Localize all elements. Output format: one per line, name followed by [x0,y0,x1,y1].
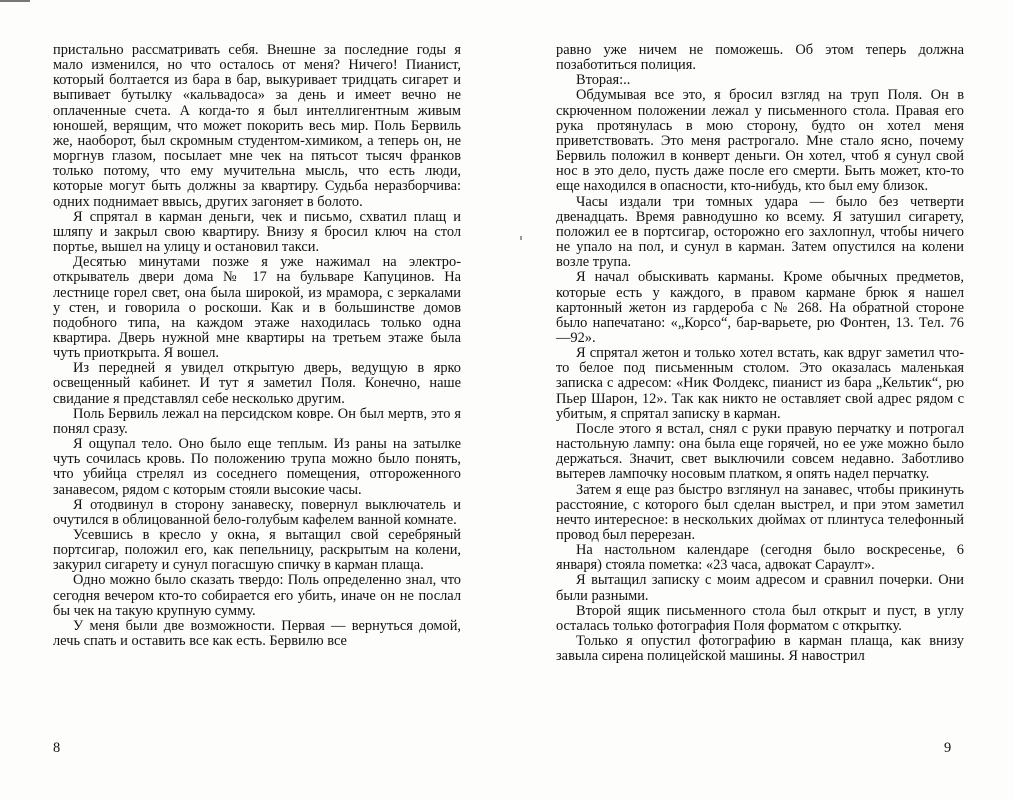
paragraph: Часы издали три томных удара — было без четверти двенадцать. Время равнодушно ко всему. Я затушил сигарету, положил ее в портсигар, осторожно его захлопнул, чтобы ничего не упало на пол, и сунул в карман. Затем опустился на колени возле трупа. [556,193,964,271]
paragraph: Десятью минутами позже я уже нажимал на электрооткрыватель двери дома № 17 на бульваре Капуцинов. На лестнице горел свет, она была широкой, из мрамора, с зеркалами у стен, и говорила о роскоши. Как и в большинстве домов подобного типа, на каждом этаже находилась только одна квартира. Дверь нужной мне квартиры на третьем этаже была чуть приоткрыта. Я вошел. [53,254,461,362]
paragraph: Обдумывая все это, я бросил взгляд на труп Поля. Он в скрюченном положении лежал у письменного стола. Правая его рука протянулась в мою сторону, будто он хотел меня приветствовать. Это меня растрогало. Мне стало ясно, почему Бервиль положил в конверт деньги. Он хотел, чтоб я сунул свой нос в это дело, пусть даже после его смерти. Быть может, кто-то еще находился в опасности, кто-нибудь, кто был ему близок. [556,87,964,195]
paragraph: Затем я еще раз быстро взглянул на занавес, чтобы прикинуть расстояние, с которого был сделан выстрел, и при этом заметил нечто интересное: в нескольких дюймах от плинтуса телефонный провод был перерезан. [556,481,964,543]
paragraph: Я отодвинул в сторону занавеску, повернул выключатель и очутился в облицованной бело-голубым кафелем ванной комнате. [53,496,461,528]
paragraph: пристально рассматривать себя. Внешне за последние годы я мало изменился, но что осталось от меня? Ничего! Пианист, который болтается из бара в бар, выкуривает тридцать сигарет и выпивает бутылку «кальвадоса» за день и имеет вечно не оплаченные счета. А когда-то я был интеллигентным живым юношей, верящим, что может покорить весь мир. Поль Бервиль же, наоборот, был скромным студентом-химиком, а теперь он, не моргнув глазом, посылает мне чек на пятьсот тысяч франков только потому, что ему мучительна мысль, что есть люди, которые могут быть должны за квартиру. Судьба неразборчива: одних поднимает ввысь, других загоняет в болото. [53,42,461,210]
paragraph: Вторая:.. [576,72,631,89]
page-number-left: 8 [53,740,61,756]
paragraph: Я начал обыскивать карманы. Кроме обычных предметов, которые есть у каждого, в правом кармане брюк я нашел картонный жетон из гардероба с № 268. На обратной стороне было напечатано: «„Корсо“, бар-варьете, рю Фонтен, 13. Тел. 76—92». [556,269,964,346]
left-page [53,43,461,649]
scan-corner-mark [0,0,30,2]
paragraph: Я спрятал жетон и только хотел встать, как вдруг заметил что-то белое под письменным столом. Это оказалась маленькая записка с адресом: «Ник Фолдекс, пианист из бара „Кельтик“, рю Пьер Шарон, 12». Так как никто не оставляет свой адрес рядом с убитым, я спрятал записку в карман. [556,345,964,422]
paragraph: На настольном календаре (сегодня было воскресенье, 6 января) стояла пометка: «23 часа, адвокат Сараулт». [556,542,964,574]
paragraph: Из передней я увидел открытую дверь, ведущую в ярко освещенный кабинет. И тут я заметил Поля. Конечно, наше свидание я представлял себе несколько другим. [53,360,461,407]
paragraph: Усевшись в кресло у окна, я вытащил свой серебряный портсигар, положил его, как пепельницу, раскрытым на колени, закурил сигарету и сунул погасшую спичку в карман плаща. [53,527,461,574]
paragraph: Поль Бервиль лежал на персидском ковре. Он был мертв, это я понял сразу. [53,405,461,437]
paragraph: Только я опустил фотографию в карман плаща, как внизу завыла сирена полицейской машины. Я навострил [556,633,964,665]
gutter-mark [520,236,522,240]
page-number-right: 9 [944,740,952,756]
paragraph: Я ощупал тело. Оно было еще теплым. Из раны на затылке чуть сочилась кровь. По положению трупа можно было понять, что убийца стрелял из соседнего помещения, отгороженного занавесом, рядом с которым стояли высокие часы. [53,436,461,498]
right-page [556,43,964,664]
paragraph: После этого я встал, снял с руки правую перчатку и потрогал настольную лампу: она была еще горячей, но ее уже можно было держаться. Значит, свет выключили совсем недавно. Заботливо вытерев лампочку носовым платком, я опять надел перчатку. [556,420,964,483]
paragraph: У меня были две возможности. Первая — вернуться домой, лечь спать и оставить все как есть. Бервилю все [53,617,461,650]
paragraph: Я спрятал в карман деньги, чек и письмо, схватил плащ и шляпу и закрыл свою квартиру. Внизу я бросил ключ на стол портье, вышел на улицу и остановил такси. [53,208,461,256]
paragraph: Второй ящик письменного стола был открыт и пуст, в углу осталась только фотография Поля форматом с открытку. [556,602,964,634]
paragraph: равно уже ничем не поможешь. Об этом теперь должна позаботиться полиция. [556,42,964,74]
paragraph: Я вытащил записку с моим адресом и сравнил почерки. Они были разными. [556,572,964,604]
paragraph: Одно можно было сказать твердо: Поль определенно знал, что сегодня вечером кто-то собирается его убить, иначе он не послал бы чек на такую крупную сумму. [53,572,461,619]
